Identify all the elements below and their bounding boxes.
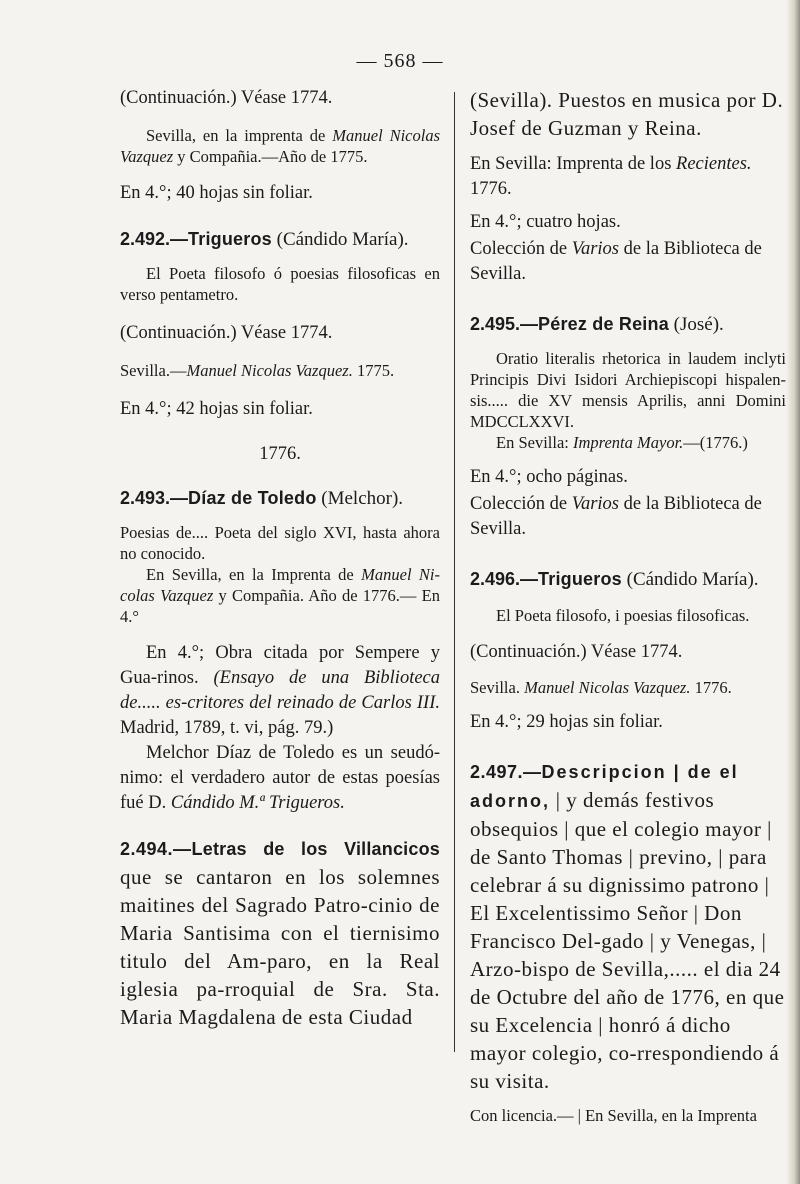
entry-imprint-2493: En Sevilla, en la Imprenta de Manuel Ni-colas Vazquez y Compañia. Año de 1776.— En 4.°: [120, 565, 441, 626]
entry-imprint-2494: En Sevilla: Imprenta de los Recientes. 1776.: [470, 154, 752, 199]
entry-format-2496: En 4.°; 29 hojas sin foliar.: [470, 712, 663, 732]
entry-imprint-2492: Sevilla.—Manuel Nicolas Vazquez. 1775.: [120, 361, 395, 380]
year-heading: 1776.: [259, 444, 301, 464]
entry-heading-2493: 2.493.—Díaz de Toledo (Melchor).: [120, 488, 404, 509]
format-line: En 4.°; 40 hojas sin foliar.: [120, 183, 313, 203]
entry-title-2492: El Poeta filosofo ó poesias filosoficas en verso pentametro.: [120, 264, 440, 304]
entry-collection-2495: Colección de Varios de la Biblioteca de Sevilla.: [470, 494, 762, 539]
entry-title-2493: Poesias de.... Poeta del siglo XVI, hasta ahora no conocido.: [120, 523, 440, 563]
continuation-line: (Continuación.) Véase 1774.: [120, 88, 333, 108]
entry-2494-continued: (Sevilla). Puestos en musica por D. Josef de Guzman y Reina.: [470, 88, 784, 140]
entry-heading-2496: 2.496.—Trigueros (Cándido María).: [470, 569, 759, 590]
imprint-line: Sevilla, en la imprenta de Manuel Nicolas Vazquez y Compañia.—Año de 1775.: [120, 126, 440, 166]
entry-2494: 2.494.—Letras de los Villancicos que se cantaron en los solemnes maitines del Sagrado Patro-cinio de Maria Santisima con el tiernisimo titulo del Am-paro, en la Real iglesia pa-rroquial de Sra. Sta. Maria Magdalena de esta Ciudad: [120, 839, 440, 1029]
entry-license-2497: Con licencia.— | En Sevilla, en la Imprenta: [470, 1106, 757, 1125]
column-divider: [454, 92, 455, 1052]
entry-heading-2492: 2.492.—Trigueros (Cándido María).: [120, 229, 409, 250]
entry-title-2496: El Poeta filosofo, i poesias filosoficas.: [496, 606, 750, 625]
page-edge-shadow: [786, 0, 800, 1184]
left-column: [120, 86, 440, 1031]
entry-title-2495: Oratio literalis rhetorica in laudem inclyti Principis Divi Isidori Archiepiscopi hispalen-sis..... die XV mensis Aprilis, anni Domini MDCCLXXVI.: [470, 349, 786, 431]
entry-heading-2495: 2.495.—Pérez de Reina (José).: [470, 314, 724, 335]
entry-imprint-2496: Sevilla. Manuel Nicolas Vazquez. 1776.: [470, 678, 732, 697]
entry-continuation-2496: (Continuación.) Véase 1774.: [470, 642, 683, 662]
entry-collection-2494: Colección de Varios de la Biblioteca de Sevilla.: [470, 239, 762, 284]
entry-2497: 2.497.—Descripcion | de el adorno, | y demás festivos obsequios | que el colegio mayor | de Santo Thomas | previno, | para celebrar á su dignissimo patrono | El Excelentissimo Señor | Don Francisco Del-gado | y Venegas, | Arzo-bispo de Sevilla,..... el dia 24 de Octubre del año de 1776, en que su Excelencia | honró á dicho mayor colegio, co-rrespondiendo á su visita.: [470, 762, 785, 1093]
entry-continuation-2492: (Continuación.) Véase 1774.: [120, 323, 333, 343]
entry-format-2495: En 4.°; ocho páginas.: [470, 467, 628, 487]
entry-format-2492: En 4.°; 42 hojas sin foliar.: [120, 399, 313, 419]
entry-imprint-2495: En Sevilla: Imprenta Mayor.—(1776.): [496, 433, 748, 452]
page-number: — 568 —: [356, 50, 444, 72]
entry-pseudonym-note-2493: Melchor Díaz de Toledo es un seudó-nimo: el verdadero autor de estas poesías fué D. Cándido M.ª Trigueros.: [120, 743, 440, 813]
entry-format-2494: En 4.°; cuatro hojas.: [470, 212, 621, 232]
right-column: [470, 86, 786, 1126]
entry-note-2493: En 4.°; Obra citada por Sempere y Gua-rinos. (Ensayo de una Biblioteca de..... es-critores del reinado de Carlos III. Madrid, 1789, t. vi, pág. 79.): [120, 643, 441, 738]
